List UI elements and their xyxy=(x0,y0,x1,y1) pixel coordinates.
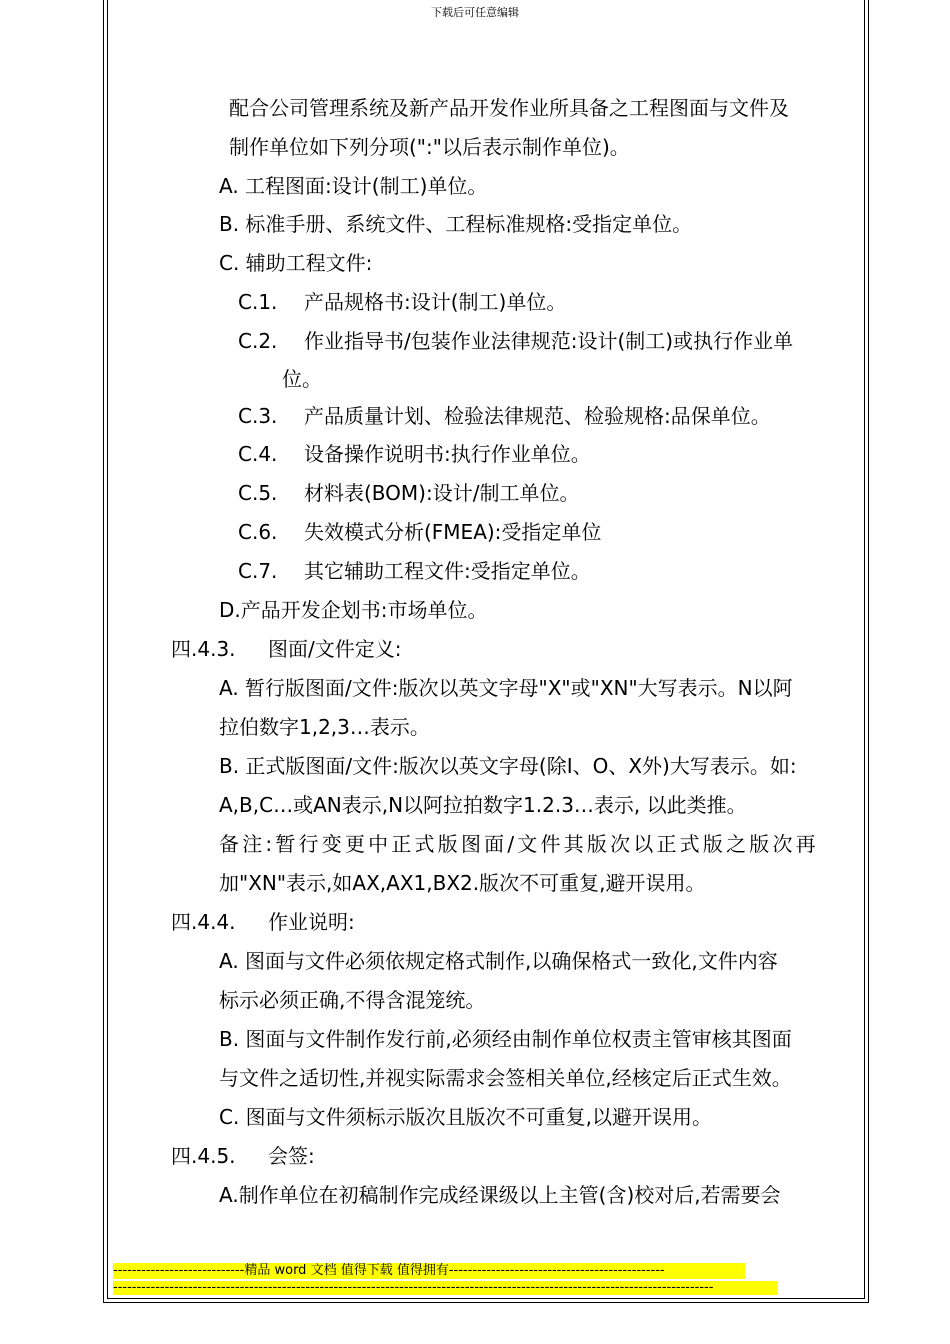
item-c2 xyxy=(238,329,793,353)
item-c7 xyxy=(238,559,591,583)
intro-line-1: 配合公司管理系统及新产品开发作业所具备之工程图面与文件及 xyxy=(229,96,789,120)
item-c6-text: 失效模式分析(FMEA):受指定单位 xyxy=(304,520,602,544)
item-c5-text: 材料表(BOM):设计/制工单位。 xyxy=(304,481,580,505)
section-4-4-4-b-line-2: 与文件之适切性,并视实际需求会签相关单位,经核定后正式生效。 xyxy=(219,1066,792,1090)
item-a: A. 工程图面:设计(制工)单位。 xyxy=(219,174,488,198)
section-4-4-3-note-line-2: 加"XN"表示,如AX,AX1,BX2.版次不可重复,避开误用。 xyxy=(219,871,706,895)
footer-banner: ----------------------------精品 word 文档 值得下载 值得拥有---------------------------------------------- xyxy=(113,1263,745,1279)
section-4-4-3-a-line-1: A. 暂行版图面/文件:版次以英文字母"X"或"XN"大写表示。N以阿 xyxy=(219,676,793,700)
section-4-4-3-note-line-1: 备注:暂行变更中正式版图面/文件其版次以正式版之版次再 xyxy=(219,832,819,856)
item-c: C. 辅助工程文件: xyxy=(219,251,373,275)
item-c4-text: 设备操作说明书:执行作业单位。 xyxy=(304,442,591,466)
section-4-4-3-title: 图面/文件定义: xyxy=(268,637,402,661)
section-4-4-3-number: 四.4.3. xyxy=(171,637,236,661)
item-c1 xyxy=(238,290,566,314)
section-4-4-3-a-line-2: 拉伯数字1,2,3…表示。 xyxy=(219,715,430,739)
item-c2-text: 作业指导书/包装作业法律规范:设计(制工)或执行作业单 xyxy=(304,329,794,353)
item-c7-text: 其它辅助工程文件:受指定单位。 xyxy=(304,559,591,583)
section-4-4-3-heading xyxy=(171,637,401,661)
item-c3-number: C.3. xyxy=(238,404,278,428)
item-c4 xyxy=(238,442,591,466)
section-4-4-5-heading xyxy=(171,1144,315,1168)
intro-line-2: 制作单位如下列分项(":"以后表示制作单位)。 xyxy=(229,135,630,159)
section-4-4-4-c: C. 图面与文件须标示版次且版次不可重复,以避开误用。 xyxy=(219,1105,713,1129)
item-c6-number: C.6. xyxy=(238,520,278,544)
section-4-4-4-heading xyxy=(171,910,355,934)
item-c5 xyxy=(238,481,579,505)
section-4-4-3-b-line-1: B. 正式版图面/文件:版次以英文字母(除I、O、X外)大写表示。如: xyxy=(219,754,797,778)
item-c2-continuation: 位。 xyxy=(282,367,322,391)
item-c5-number: C.5. xyxy=(238,481,278,505)
section-4-4-4-b-line-1: B. 图面与文件制作发行前,必须经由制作单位权责主管审核其图面 xyxy=(219,1027,792,1051)
section-4-4-5-a: A.制作单位在初稿制作完成经课级以上主管(含)校对后,若需要会 xyxy=(219,1183,781,1207)
item-c4-number: C.4. xyxy=(238,442,278,466)
section-4-4-4-number: 四.4.4. xyxy=(171,910,236,934)
section-4-4-4-title: 作业说明: xyxy=(268,910,355,934)
item-d: D.产品开发企划书:市场单位。 xyxy=(219,598,488,622)
section-4-4-5-title: 会签: xyxy=(268,1144,315,1168)
item-c6 xyxy=(238,520,601,544)
section-4-4-5-number: 四.4.5. xyxy=(171,1144,236,1168)
section-4-4-3-b-line-2: A,B,C…或AN表示,N以阿拉拍数字1.2.3…表示, 以此类推。 xyxy=(219,793,747,817)
item-c7-number: C.7. xyxy=(238,559,278,583)
footer-dashes: -------------------------------------------------------------------------------------------------------------------------------- xyxy=(113,1281,778,1295)
header-note: 下载后可任意编辑 xyxy=(431,6,519,19)
item-c3 xyxy=(238,404,771,428)
item-b: B. 标准手册、系统文件、工程标准规格:受指定单位。 xyxy=(219,212,693,236)
section-4-4-4-a-line-1: A. 图面与文件必须依规定格式制作,以确保格式一致化,文件内容 xyxy=(219,949,778,973)
item-c3-text: 产品质量计划、检验法律规范、检验规格:品保单位。 xyxy=(304,404,771,428)
item-c1-number: C.1. xyxy=(238,290,278,314)
section-4-4-4-a-line-2: 标示必须正确,不得含混笼统。 xyxy=(219,988,486,1012)
item-c1-text: 产品规格书:设计(制工)单位。 xyxy=(304,290,567,314)
item-c2-number: C.2. xyxy=(238,329,278,353)
